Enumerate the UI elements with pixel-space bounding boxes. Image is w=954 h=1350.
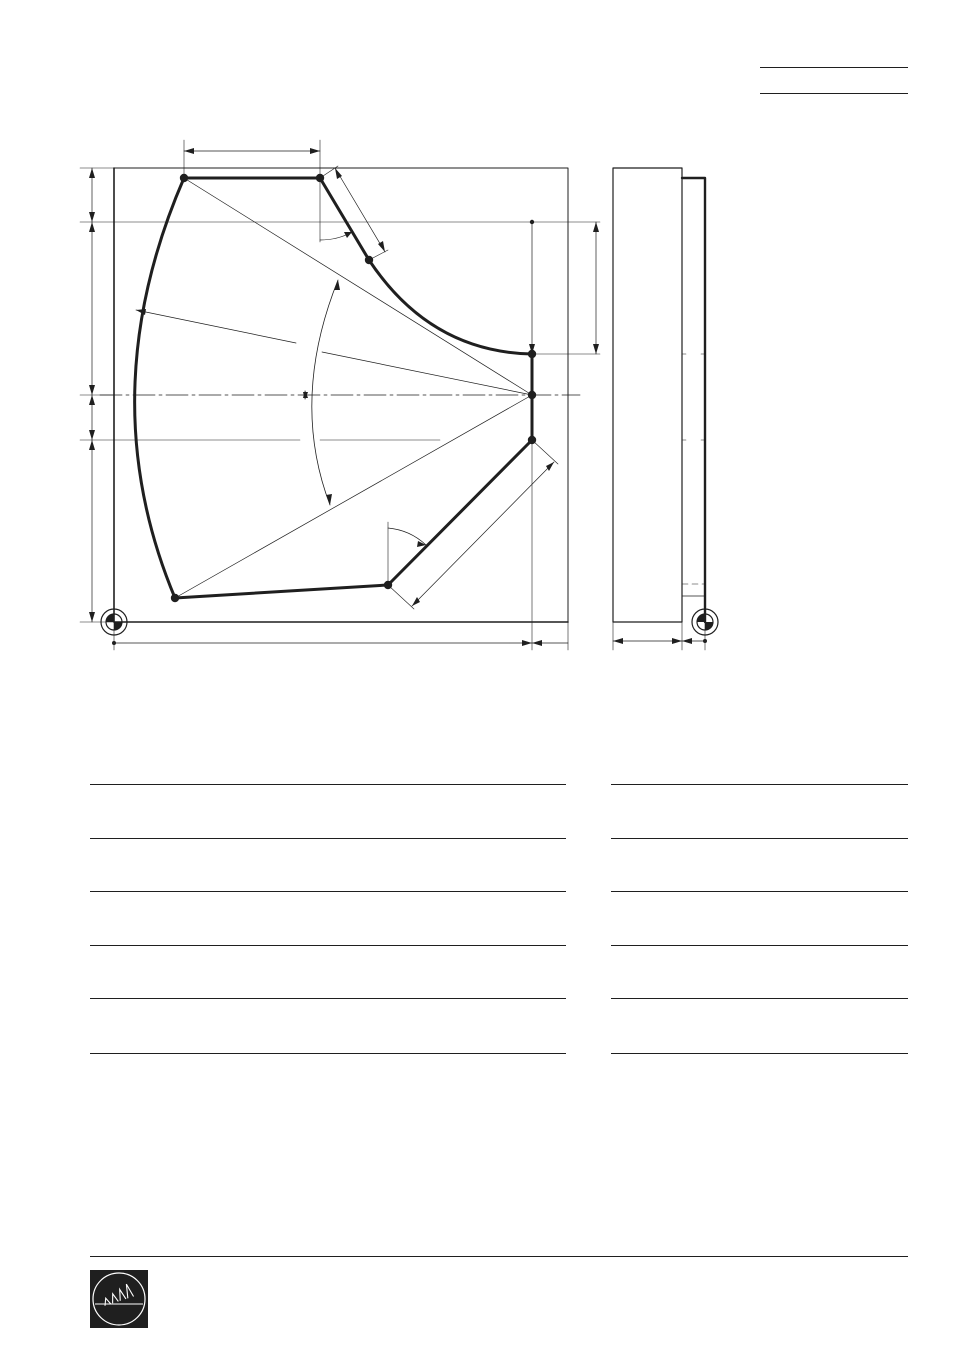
part-contour [135, 178, 532, 598]
table-row [90, 891, 566, 892]
front-view [80, 140, 600, 650]
table-row [611, 945, 908, 946]
table-row [90, 998, 566, 999]
table-row [90, 784, 566, 785]
footer-rule [90, 1256, 908, 1257]
side-view [613, 168, 718, 650]
table-row [611, 891, 908, 892]
table-row [90, 945, 566, 946]
table-row [611, 838, 908, 839]
table-row [611, 784, 908, 785]
table-row [90, 838, 566, 839]
table-row [611, 998, 908, 999]
table-row [90, 1053, 566, 1054]
table-row [611, 1053, 908, 1054]
footer-logo-icon [90, 1270, 148, 1328]
